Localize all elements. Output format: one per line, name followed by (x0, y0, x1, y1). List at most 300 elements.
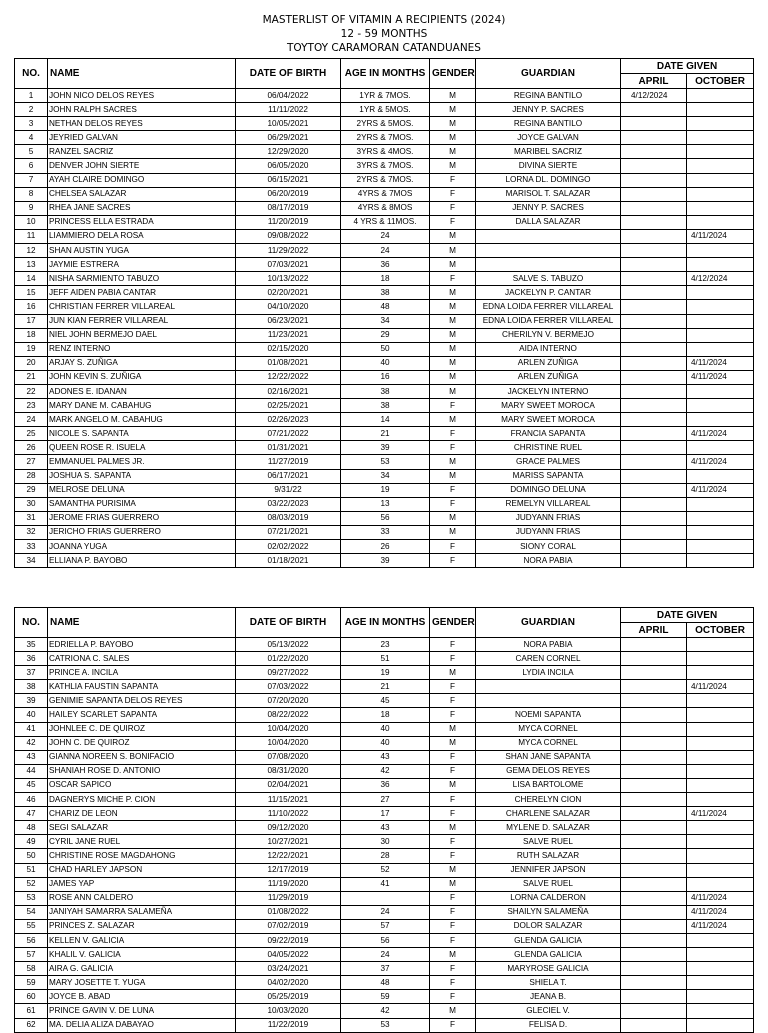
cell-gender: F (430, 540, 476, 554)
table-row (15, 764, 754, 778)
table-row (15, 990, 754, 1004)
cell-no: 27 (15, 455, 48, 469)
cell-name: MARY DANE M. CABAHUG (48, 399, 236, 413)
cell-date-of-birth: 06/17/2021 (236, 469, 341, 483)
cell-date-of-birth: 07/21/2021 (236, 525, 341, 539)
cell-april (621, 863, 687, 877)
cell-date-of-birth: 05/13/2022 (236, 638, 341, 652)
cell-april (621, 258, 687, 272)
table-row (15, 849, 754, 863)
cell-april (621, 736, 687, 750)
cell-october (687, 863, 754, 877)
cell-gender: M (430, 469, 476, 483)
cell-date-of-birth: 02/04/2021 (236, 778, 341, 792)
cell-name: JEFF AIDEN PABIA CANTAR (48, 286, 236, 300)
cell-gender: M (430, 455, 476, 469)
cell-guardian: JEANA B. (476, 990, 621, 1004)
cell-age: 13 (341, 497, 430, 511)
cell-no: 35 (15, 638, 48, 652)
cell-name: GIANNA NOREEN S. BONIFACIO (48, 750, 236, 764)
cell-guardian: REMELYN VILLAREAL (476, 497, 621, 511)
cell-gender: M (430, 736, 476, 750)
cell-name: GENIMIE SAPANTA DELOS REYES (48, 694, 236, 708)
table-row (15, 905, 754, 919)
cell-name: NICOLE S. SAPANTA (48, 427, 236, 441)
cell-age: 56 (341, 933, 430, 947)
cell-name: DAGNERYS MICHE P. CION (48, 793, 236, 807)
cell-date-of-birth: 04/10/2020 (236, 300, 341, 314)
cell-october: 4/11/2024 (687, 370, 754, 384)
cell-gender: F (430, 933, 476, 947)
cell-name: JAYMIE ESTRERA (48, 258, 236, 272)
header-age: AGE IN MONTHS (341, 59, 430, 89)
cell-october (687, 103, 754, 117)
cell-guardian: AIDA INTERNO (476, 342, 621, 356)
table-row (15, 976, 754, 990)
cell-guardian (476, 694, 621, 708)
cell-date-of-birth: 06/04/2022 (236, 89, 341, 103)
cell-no: 31 (15, 511, 48, 525)
header-name: NAME (48, 59, 236, 89)
cell-age: 2YRS & 5MOS. (341, 117, 430, 131)
cell-gender: F (430, 764, 476, 778)
cell-date-of-birth: 01/08/2021 (236, 356, 341, 370)
cell-age: 28 (341, 849, 430, 863)
cell-name: CATRIONA C. SALES (48, 652, 236, 666)
table-row (15, 638, 754, 652)
cell-guardian: DALLA SALAZAR (476, 215, 621, 229)
cell-date-of-birth: 12/29/2020 (236, 145, 341, 159)
cell-april (621, 778, 687, 792)
table-row (15, 1004, 754, 1018)
cell-date-of-birth: 10/04/2020 (236, 722, 341, 736)
table-row (15, 877, 754, 891)
cell-age: 52 (341, 863, 430, 877)
header-april: APRIL (621, 623, 687, 638)
cell-april (621, 427, 687, 441)
table-row (15, 694, 754, 708)
cell-october (687, 525, 754, 539)
cell-date-of-birth: 01/08/2022 (236, 905, 341, 919)
cell-guardian: RUTH SALAZAR (476, 849, 621, 863)
cell-guardian: DOLOR SALAZAR (476, 919, 621, 933)
cell-no: 36 (15, 652, 48, 666)
cell-age: 1YR & 5MOS. (341, 103, 430, 117)
table-row (15, 891, 754, 905)
cell-april (621, 694, 687, 708)
cell-no: 17 (15, 314, 48, 328)
cell-guardian: GLENDA GALICIA (476, 933, 621, 947)
cell-no: 60 (15, 990, 48, 1004)
table-row (15, 187, 754, 201)
cell-date-of-birth: 10/27/2021 (236, 835, 341, 849)
cell-april (621, 229, 687, 243)
cell-name: NISHA SARMIENTO TABUZO (48, 272, 236, 286)
cell-date-of-birth: 10/13/2022 (236, 272, 341, 286)
cell-name: JOSHUA S. SAPANTA (48, 469, 236, 483)
cell-april (621, 525, 687, 539)
cell-age (341, 891, 430, 905)
cell-date-of-birth: 07/20/2020 (236, 694, 341, 708)
cell-october (687, 413, 754, 427)
cell-april (621, 244, 687, 258)
cell-name: CYRIL JANE RUEL (48, 835, 236, 849)
cell-date-of-birth: 02/25/2021 (236, 399, 341, 413)
table-row (15, 469, 754, 483)
cell-no: 50 (15, 849, 48, 863)
cell-name: KELLEN V. GALICIA (48, 933, 236, 947)
cell-april (621, 187, 687, 201)
cell-date-of-birth: 11/10/2022 (236, 807, 341, 821)
table-row (15, 314, 754, 328)
cell-name: RHEA JANE SACRES (48, 201, 236, 215)
cell-name: MELROSE DELUNA (48, 483, 236, 497)
cell-gender: M (430, 300, 476, 314)
cell-october (687, 201, 754, 215)
cell-date-of-birth: 06/29/2021 (236, 131, 341, 145)
cell-guardian: CHARLENE SALAZAR (476, 807, 621, 821)
cell-gender: M (430, 131, 476, 145)
cell-name: ELLIANA P. BAYOBO (48, 554, 236, 568)
cell-date-of-birth: 07/03/2022 (236, 680, 341, 694)
cell-april (621, 413, 687, 427)
cell-no: 7 (15, 173, 48, 187)
cell-april (621, 554, 687, 568)
cell-april (621, 652, 687, 666)
cell-age: 33 (341, 525, 430, 539)
cell-age: 3YRS & 7MOS. (341, 159, 430, 173)
cell-date-of-birth: 03/22/2023 (236, 497, 341, 511)
cell-date-of-birth: 09/22/2019 (236, 933, 341, 947)
cell-gender: F (430, 399, 476, 413)
cell-name: RENZ INTERNO (48, 342, 236, 356)
cell-name: JEYRIED GALVAN (48, 131, 236, 145)
cell-october (687, 722, 754, 736)
cell-october (687, 821, 754, 835)
table-row (15, 666, 754, 680)
cell-guardian: JENNY P. SACRES (476, 103, 621, 117)
cell-gender: F (430, 680, 476, 694)
cell-age: 43 (341, 750, 430, 764)
cell-april (621, 441, 687, 455)
cell-october (687, 131, 754, 145)
cell-april (621, 877, 687, 891)
cell-no: 32 (15, 525, 48, 539)
cell-gender: M (430, 877, 476, 891)
table-row (15, 511, 754, 525)
table-row (15, 286, 754, 300)
cell-guardian: DIVINA SIERTE (476, 159, 621, 173)
cell-gender: F (430, 708, 476, 722)
cell-gender: M (430, 286, 476, 300)
cell-october: 4/11/2024 (687, 455, 754, 469)
cell-age: 19 (341, 483, 430, 497)
cell-age: 21 (341, 427, 430, 441)
cell-date-of-birth: 03/24/2021 (236, 962, 341, 976)
table-row (15, 793, 754, 807)
cell-gender: F (430, 1018, 476, 1032)
cell-october (687, 540, 754, 554)
cell-age: 17 (341, 807, 430, 821)
cell-no: 20 (15, 356, 48, 370)
cell-october (687, 638, 754, 652)
cell-october (687, 244, 754, 258)
cell-date-of-birth: 10/05/2021 (236, 117, 341, 131)
cell-april (621, 131, 687, 145)
cell-name: CHRISTINE ROSE MAGDAHONG (48, 849, 236, 863)
cell-age: 16 (341, 370, 430, 384)
cell-guardian: SIONY CORAL (476, 540, 621, 554)
cell-gender: M (430, 511, 476, 525)
cell-gender: F (430, 173, 476, 187)
cell-gender: M (430, 89, 476, 103)
cell-guardian: LISA BARTOLOME (476, 778, 621, 792)
cell-guardian (476, 680, 621, 694)
cell-gender: F (430, 891, 476, 905)
cell-guardian: REGINA BANTILO (476, 89, 621, 103)
cell-age: 50 (341, 342, 430, 356)
cell-no: 53 (15, 891, 48, 905)
table-row (15, 540, 754, 554)
cell-april (621, 201, 687, 215)
header-gender: GENDER (430, 608, 476, 638)
cell-name: MA. DELIA ALIZA DABAYAO (48, 1018, 236, 1032)
cell-age: 27 (341, 793, 430, 807)
cell-april (621, 159, 687, 173)
cell-age: 24 (341, 229, 430, 243)
cell-age: 3YRS & 4MOS. (341, 145, 430, 159)
cell-no: 13 (15, 258, 48, 272)
table-row (15, 497, 754, 511)
cell-age: 2YRS & 7MOS. (341, 173, 430, 187)
cell-no: 22 (15, 384, 48, 398)
cell-october (687, 286, 754, 300)
cell-october (687, 469, 754, 483)
cell-gender: F (430, 441, 476, 455)
cell-no: 28 (15, 469, 48, 483)
cell-no: 40 (15, 708, 48, 722)
cell-no: 42 (15, 736, 48, 750)
cell-date-of-birth: 07/08/2020 (236, 750, 341, 764)
cell-age: 26 (341, 540, 430, 554)
cell-gender: M (430, 258, 476, 272)
cell-april (621, 666, 687, 680)
header-guardian: GUARDIAN (476, 608, 621, 638)
cell-october (687, 145, 754, 159)
table-row (15, 103, 754, 117)
cell-april (621, 821, 687, 835)
cell-october: 4/11/2024 (687, 229, 754, 243)
cell-guardian: JENNY P. SACRES (476, 201, 621, 215)
cell-no: 3 (15, 117, 48, 131)
cell-april (621, 1004, 687, 1018)
cell-guardian: MYCA CORNEL (476, 722, 621, 736)
cell-name: PRINCES Z. SALAZAR (48, 919, 236, 933)
cell-no: 39 (15, 694, 48, 708)
cell-guardian: NOEMI SAPANTA (476, 708, 621, 722)
cell-april (621, 356, 687, 370)
table-row (15, 554, 754, 568)
cell-guardian (476, 229, 621, 243)
cell-date-of-birth: 10/04/2020 (236, 736, 341, 750)
cell-april (621, 497, 687, 511)
cell-gender: F (430, 187, 476, 201)
cell-age: 36 (341, 258, 430, 272)
cell-april (621, 272, 687, 286)
cell-guardian: CHRISTINE RUEL (476, 441, 621, 455)
cell-age: 1YR & 7MOS. (341, 89, 430, 103)
cell-name: JAMES YAP (48, 877, 236, 891)
cell-age: 56 (341, 511, 430, 525)
header-name: NAME (48, 608, 236, 638)
cell-october: 4/11/2024 (687, 891, 754, 905)
cell-guardian: LYDIA INCILA (476, 666, 621, 680)
cell-date-of-birth: 07/03/2021 (236, 258, 341, 272)
cell-guardian: EDNA LOIDA FERRER VILLAREAL (476, 314, 621, 328)
cell-date-of-birth: 08/03/2019 (236, 511, 341, 525)
table-row (15, 229, 754, 243)
cell-gender: M (430, 103, 476, 117)
table-row (15, 807, 754, 821)
cell-gender: M (430, 117, 476, 131)
cell-october (687, 708, 754, 722)
table-row (15, 736, 754, 750)
cell-october: 4/11/2024 (687, 680, 754, 694)
cell-october (687, 778, 754, 792)
cell-no: 24 (15, 413, 48, 427)
cell-date-of-birth: 02/26/2023 (236, 413, 341, 427)
table-row (15, 525, 754, 539)
cell-guardian: SHIELA T. (476, 976, 621, 990)
cell-october (687, 384, 754, 398)
cell-april (621, 511, 687, 525)
cell-guardian: NORA PABIA (476, 554, 621, 568)
cell-october (687, 764, 754, 778)
cell-age: 21 (341, 680, 430, 694)
cell-no: 46 (15, 793, 48, 807)
cell-april (621, 990, 687, 1004)
header-date-given: DATE GIVEN (621, 59, 754, 74)
cell-gender: M (430, 863, 476, 877)
cell-april (621, 483, 687, 497)
cell-no: 8 (15, 187, 48, 201)
header-no: NO. (15, 59, 48, 89)
cell-gender: F (430, 483, 476, 497)
cell-gender: F (430, 201, 476, 215)
cell-april (621, 328, 687, 342)
cell-name: LIAMMIERO DELA ROSA (48, 229, 236, 243)
cell-gender: M (430, 244, 476, 258)
cell-october (687, 328, 754, 342)
table-row (15, 652, 754, 666)
table-row (15, 342, 754, 356)
cell-guardian: SHAILYN SALAMEÑA (476, 905, 621, 919)
cell-no: 6 (15, 159, 48, 173)
cell-guardian: REGINA BANTILO (476, 117, 621, 131)
header-date-given: DATE GIVEN (621, 608, 754, 623)
cell-name: CHELSEA SALAZAR (48, 187, 236, 201)
table-row (15, 455, 754, 469)
cell-name: ADONES E. IDANAN (48, 384, 236, 398)
cell-october (687, 258, 754, 272)
cell-guardian (476, 258, 621, 272)
cell-no: 11 (15, 229, 48, 243)
cell-no: 4 (15, 131, 48, 145)
cell-age: 18 (341, 708, 430, 722)
cell-date-of-birth: 05/25/2019 (236, 990, 341, 1004)
cell-october (687, 314, 754, 328)
cell-date-of-birth: 11/20/2019 (236, 215, 341, 229)
cell-april (621, 384, 687, 398)
cell-no: 41 (15, 722, 48, 736)
cell-october (687, 666, 754, 680)
cell-gender: F (430, 694, 476, 708)
cell-guardian: CAREN CORNEL (476, 652, 621, 666)
header-gender: GENDER (430, 59, 476, 89)
cell-guardian: GLECIEL V. (476, 1004, 621, 1018)
cell-gender: F (430, 905, 476, 919)
table-row (15, 215, 754, 229)
cell-date-of-birth: 9/31/22 (236, 483, 341, 497)
cell-april (621, 286, 687, 300)
cell-october (687, 835, 754, 849)
cell-name: QUEEN ROSE R. ISUELA (48, 441, 236, 455)
cell-guardian: JUDYANN FRIAS (476, 511, 621, 525)
table-row (15, 722, 754, 736)
cell-date-of-birth: 08/31/2020 (236, 764, 341, 778)
cell-guardian: JACKELYN P. CANTAR (476, 286, 621, 300)
header-dob: DATE OF BIRTH (236, 59, 341, 89)
table-row (15, 117, 754, 131)
cell-april (621, 891, 687, 905)
cell-age: 18 (341, 272, 430, 286)
cell-age: 4YRS & 7MOS (341, 187, 430, 201)
cell-gender: M (430, 328, 476, 342)
cell-gender: M (430, 1004, 476, 1018)
cell-gender: F (430, 976, 476, 990)
cell-guardian: JACKELYN INTERNO (476, 384, 621, 398)
cell-october (687, 1004, 754, 1018)
cell-gender: M (430, 159, 476, 173)
title-line-1: MASTERLIST OF VITAMIN A RECIPIENTS (2024) (262, 14, 506, 26)
cell-date-of-birth: 11/19/2020 (236, 877, 341, 891)
cell-guardian: MARY SWEET MOROCA (476, 413, 621, 427)
cell-october (687, 793, 754, 807)
table-row (15, 427, 754, 441)
cell-october (687, 990, 754, 1004)
cell-april (621, 764, 687, 778)
cell-name: AIRA G. GALICIA (48, 962, 236, 976)
cell-april (621, 1018, 687, 1032)
cell-guardian: FELISA D. (476, 1018, 621, 1032)
cell-age: 30 (341, 835, 430, 849)
cell-guardian: LORNA DL. DOMINGO (476, 173, 621, 187)
cell-guardian: MARISS SAPANTA (476, 469, 621, 483)
table-row (15, 272, 754, 286)
table-row (15, 300, 754, 314)
cell-age: 39 (341, 441, 430, 455)
cell-gender: F (430, 427, 476, 441)
cell-name: RANZEL SACRIZ (48, 145, 236, 159)
cell-no: 57 (15, 948, 48, 962)
header-october: OCTOBER (687, 74, 754, 89)
cell-no: 23 (15, 399, 48, 413)
cell-name: JOHN NICO DELOS REYES (48, 89, 236, 103)
cell-guardian: JUDYANN FRIAS (476, 525, 621, 539)
cell-date-of-birth: 08/17/2019 (236, 201, 341, 215)
cell-gender: M (430, 356, 476, 370)
cell-date-of-birth: 01/31/2021 (236, 441, 341, 455)
